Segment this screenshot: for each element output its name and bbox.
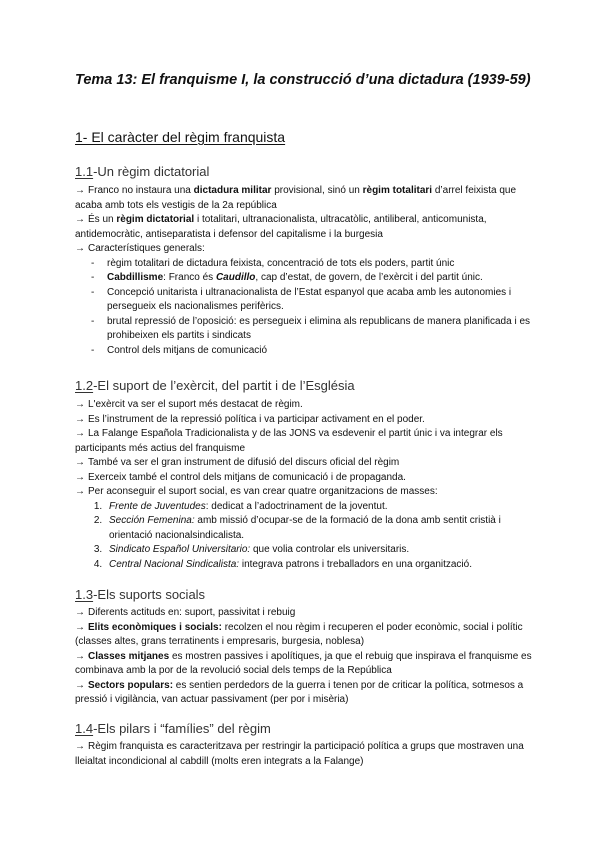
subsection-1-2-body xyxy=(75,398,545,572)
arrow-icon: → xyxy=(75,486,85,497)
subsection-1-3-number: 1.3 xyxy=(75,587,94,602)
list-item: 1. Frente de Juventudes: dedicat a l’adoctrinament de la joventut. xyxy=(105,500,545,515)
line-1-2: → Es l’instrument de la repressió política i va participar activament en el poder. xyxy=(75,413,425,425)
paragraph-1-1-a: → Franco no instaura una dictadura militar provisional, sinó un règim totalitari d’arrel feixista que acaba amb tots els vestigis de la 2a república xyxy=(75,185,517,211)
arrow-icon: → xyxy=(75,428,85,439)
list-item: - Control dels mitjans de comunicació xyxy=(91,344,545,359)
arrow-icon: → xyxy=(75,214,85,225)
line-1-3: → Classes mitjanes es mostren passives i apolítiques, ja que el rebuig que inspirava el franquisme es combinava amb la por de la revolució social dels temps de la República xyxy=(75,650,532,676)
subsection-1-1-title: -Un règim dictatorial xyxy=(93,164,210,179)
arrow-icon: → xyxy=(75,185,85,196)
line-1-4: → Règim franquista es caracteritzava per restringir la participació política a grups que mostraven una lleialtat incondicional al cabdill (molts eren integrats a la Falange) xyxy=(75,741,524,767)
list-item: - règim totalitari de dictadura feixista, concentració de tots els poders, partit únic xyxy=(91,257,545,272)
characteristics-list xyxy=(75,257,545,359)
arrow-icon: → xyxy=(75,741,85,752)
paragraph-1-1-c: → Característiques generals: xyxy=(75,243,205,254)
arrow-icon: → xyxy=(75,607,85,618)
list-item: - Concepció unitarista i ultranacionalista de l’Estat espanyol que acaba amb les autonomies i persegueix els nacionalismes perifèrics. xyxy=(91,286,545,315)
subsection-1-3-title: -Els suports socials xyxy=(93,587,206,602)
arrow-icon: → xyxy=(75,679,85,691)
list-item: - Cabdillisme: Franco és Caudillo, cap d’estat, de govern, de l’exèrcit i del partit únic. xyxy=(91,271,545,286)
section-1-heading: 1- El caràcter del règim franquista xyxy=(75,129,286,145)
subsection-1-4-heading xyxy=(75,720,271,737)
subsection-1-4-body xyxy=(75,740,545,769)
arrow-icon: → xyxy=(75,650,85,662)
line-1-3: → Sectors populars: es sentien perdedors de la guerra i tenen por de criticar la política, sotmesos a pressió i vigilància, van actuar passivament (per por i misèria) xyxy=(75,679,524,705)
arrow-icon: → xyxy=(75,413,85,425)
subsection-1-1-heading xyxy=(75,163,209,180)
line-1-2: → La Falange Española Tradicionalista y de las JONS va esdevenir el partit únic i va integrar els participants més actius del franquisme xyxy=(75,428,503,454)
arrow-icon: → xyxy=(75,457,85,468)
document-title: Tema 13: El franquisme I, la construcció d’una dictadura (1939-59) xyxy=(75,72,531,88)
list-item: - brutal repressió de l’oposició: es persegueix i elimina als republicans de manera planificada i es prohibeixen els partits i sindicats xyxy=(91,315,545,344)
line-1-3: → Elits econòmiques i socials: recolzen el nou règim i recuperen el poder econòmic, social i polític (classes altes, grans terratinents i empresaris, burgesia, noblesa) xyxy=(75,621,523,647)
line-1-2: → Per aconseguir el suport social, es van crear quatre organitzacions de masses: xyxy=(75,486,438,497)
list-item: 2. Sección Femenina: amb missió d’ocupar-se de la formació de la dona amb sentit cristià i orientació nacionalsindicalista. xyxy=(105,514,545,543)
subsection-1-1-number: 1.1 xyxy=(75,164,94,179)
line-1-2: → L'exèrcit va ser el suport més destacat de règim. xyxy=(75,399,303,410)
arrow-icon: → xyxy=(75,471,85,483)
subsection-1-4-title: -Els pilars i “famílies” del règim xyxy=(93,721,271,736)
mass-organizations-list xyxy=(75,500,545,573)
subsection-1-1-body xyxy=(75,184,545,358)
subsection-1-2-number: 1.2 xyxy=(75,378,94,393)
line-1-2: → Exerceix també el control dels mitjans de comunicació i de propaganda. xyxy=(75,471,406,483)
list-item: 3. Sindicato Español Universitario: que volia controlar els universitaris. xyxy=(105,543,545,558)
subsection-1-3-body xyxy=(75,606,545,708)
line-1-2: → També va ser el gran instrument de difusió del discurs oficial del règim xyxy=(75,457,400,468)
arrow-icon: → xyxy=(75,621,85,633)
paragraph-1-1-b: → És un règim dictatorial i totalitari, ultranacionalista, ultracatòlic, antiliberal, anticomunista, antidemocràtic, antiseparatista i defensor del capitalisme i la burgesia xyxy=(75,214,487,240)
subsection-1-3-heading xyxy=(75,586,205,603)
subsection-1-2-title: -El suport de l’exèrcit, del partit i de l’Església xyxy=(93,378,355,393)
subsection-1-4-number: 1.4 xyxy=(75,721,94,736)
arrow-icon: → xyxy=(75,243,85,254)
line-1-3: → Diferents actituds en: suport, passivitat i rebuig xyxy=(75,607,296,618)
arrow-icon: → xyxy=(75,399,85,410)
list-item: 4. Central Nacional Sindicalista: integrava patrons i treballadors en una organització. xyxy=(105,558,545,573)
subsection-1-2-heading xyxy=(75,377,355,394)
